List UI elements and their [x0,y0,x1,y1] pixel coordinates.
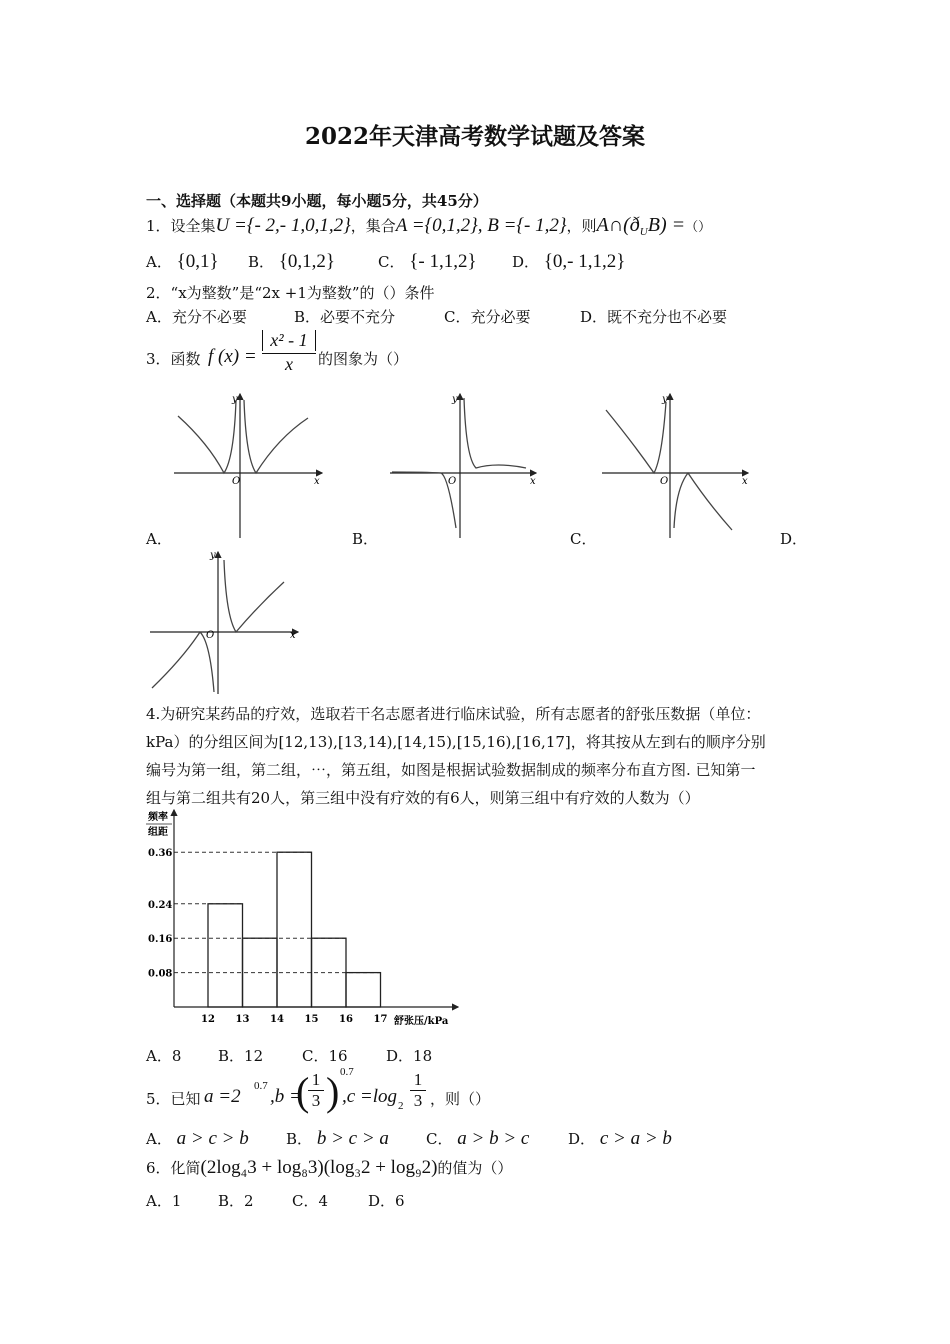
q6-expression: (2log₄3 + log₈3)(log₃2 + log₉2) [200,1157,438,1178]
hist-xtick-label: 15 [304,1014,319,1025]
question-2: 2．“x为整数”是“2x +1为整数”的（）条件 [146,284,435,302]
hist-ytick-label: 0.36 [148,848,173,860]
q5-b-den: 3 [311,1091,321,1110]
question-1 [146,214,711,238]
q2-option-c: C．充分必要 [444,308,531,326]
q6-prefix: 6．化简 [146,1159,201,1177]
x-label: x [290,630,296,641]
x-label: x [530,476,536,487]
q3-prefix: 3．函数 [146,350,201,368]
question-4 [146,700,766,812]
q2-option-b: B．必要不充分 [294,308,396,326]
q1-option-d: D． {0,- 1,1,2} [512,251,626,272]
q5-option-a: A． a > c > b [146,1128,249,1149]
q6-option-d: D．6 [368,1192,405,1210]
q1-option-b: B． {0,1,2} [248,251,336,272]
q2-option-d: D．既不充分也不必要 [580,308,728,326]
hist-ylabel-bottom: 组距 [148,827,168,838]
curve-left [152,632,214,692]
q3-function: f (x) = [208,346,257,367]
q1-blank: （） [685,220,712,235]
origin-label: O [448,476,457,487]
curve-right [674,473,732,530]
q5-c-num: 1 [413,1070,423,1089]
q1-subscript: U [639,226,648,238]
q5-b-fraction [308,1070,324,1111]
q2-option-a: A．充分不必要 [146,308,247,326]
curve-right [224,560,284,632]
hist-bar [346,973,381,1007]
graph-label-d: D． [780,530,808,548]
page-title: 2022年天津高考数学试题及答案 [304,123,645,150]
origin-label: O [660,476,669,487]
q1-expression: A∩(ð [596,214,640,236]
q5-c-fraction [410,1070,426,1111]
q4-line-2: kPa）的分组区间为[12,13),[13,14),[14,15),[15,16),[16,17]，将其按从左到右的顺序分别 [146,733,766,751]
q5-option-c: C． a > b > c [426,1128,530,1149]
q1-prefix: 1．设全集 [146,217,216,235]
q1-sets-ab: A ={0,1,2}, B ={- 1,2} [395,215,567,236]
graph-label-c: C． [570,530,597,548]
q5-c-den: 3 [413,1091,423,1110]
q4-option-c: C．16 [302,1047,348,1065]
q5-b-num: 1 [311,1070,321,1089]
q1-mid: ，集合 [350,217,396,235]
q4-option-b: B．12 [218,1047,264,1065]
q3-numerator: x² - 1 [262,330,316,351]
graph-b [386,388,542,540]
x-label: x [314,476,320,487]
q3-fraction [262,330,316,375]
hist-ylabel-top: 频率 [148,812,168,823]
q5-c-sub: 2 [398,1100,404,1112]
graph-label-a: A． [146,530,172,548]
q1-option-a: A． {0,1} [146,251,219,272]
q5-option-d: D． c > a > b [568,1128,672,1149]
hist-xlabel: 舒张压/kPa [394,1016,449,1027]
q3-denominator: x [285,354,293,374]
graph-a [168,388,328,540]
hist-bar [208,904,243,1007]
q5-tail: ，则（） [430,1090,491,1108]
curve-right [464,398,526,468]
hist-ytick-label: 0.16 [148,934,173,946]
q1-expression-end: B) = [647,214,686,236]
q4-line-1: 4.为研究某药品的疗效，选取若干名志愿者进行临床试验，所有志愿者的舒张压数据（单位： [146,705,761,723]
origin-label: O [232,476,241,487]
q5-a-exp: 0.7 [254,1080,268,1092]
hist-xtick-label: 16 [339,1014,353,1025]
y-label: y [452,394,458,405]
q1-mid2: ，则 [566,217,597,235]
q5-prefix: 5．已知 [146,1090,201,1108]
hist-ytick-label: 0.24 [148,899,173,911]
q4-line-3: 编号为第一组，第二组，⋯，第五组，如图是根据试验数据制成的频率分布直方图. 已知第一 [146,761,756,779]
q6-option-c: C．4 [292,1192,329,1210]
x-label: x [742,476,748,487]
question-5: 5．已知 a =2 0.7 ,b = ( 1 3 ) 0.7 ,c =log 2 1 3 ，则（） [146,1066,491,1114]
y-label: y [232,394,238,405]
q4-option-a: A．8 [146,1047,182,1065]
q3-tail: 的图象为（） [318,350,409,368]
q4-line-4: 组与第二组共有20人，第三组中没有疗效的有6人，则第三组中有疗效的人数为（） [146,789,700,807]
hist-xtick-label: 12 [201,1014,215,1025]
frequency-histogram [140,806,470,1028]
hist-ytick-label: 0.08 [148,968,173,980]
q1-option-c: C． {- 1,1,2} [378,251,477,272]
q5-b-part: ,b = [270,1086,302,1107]
section-heading: 一、选择题（本题共9小题，每小题5分，共45分） [146,192,488,210]
curve-left [178,400,236,473]
q6-tail: 的值为（） [437,1159,513,1177]
y-label: y [662,394,668,405]
q5-b-exp: 0.7 [340,1066,354,1078]
q4-option-d: D．18 [386,1047,433,1065]
q5-option-b: B． b > c > a [286,1128,389,1149]
q6-option-a: A．1 [146,1192,182,1210]
hist-xtick-label: 14 [270,1014,284,1025]
curve-left [606,402,666,473]
graph-c [598,388,754,540]
y-label: y [210,550,216,561]
hist-bar [277,852,312,1007]
hist-xtick-label: 17 [373,1014,388,1025]
curve-left [392,472,456,528]
curve-right [244,400,308,473]
question-6 [146,1157,512,1179]
q1-universal-set: U ={- 2,- 1,0,1,2} [215,215,351,236]
graph-d [148,546,304,696]
q5-c-part: ,c =log [342,1086,398,1107]
hist-xtick-label: 13 [235,1014,250,1025]
origin-label: O [206,630,215,641]
graph-label-b: B． [352,530,379,548]
q6-option-b: B．2 [218,1192,254,1210]
q5-a-part: a =2 [204,1086,241,1107]
